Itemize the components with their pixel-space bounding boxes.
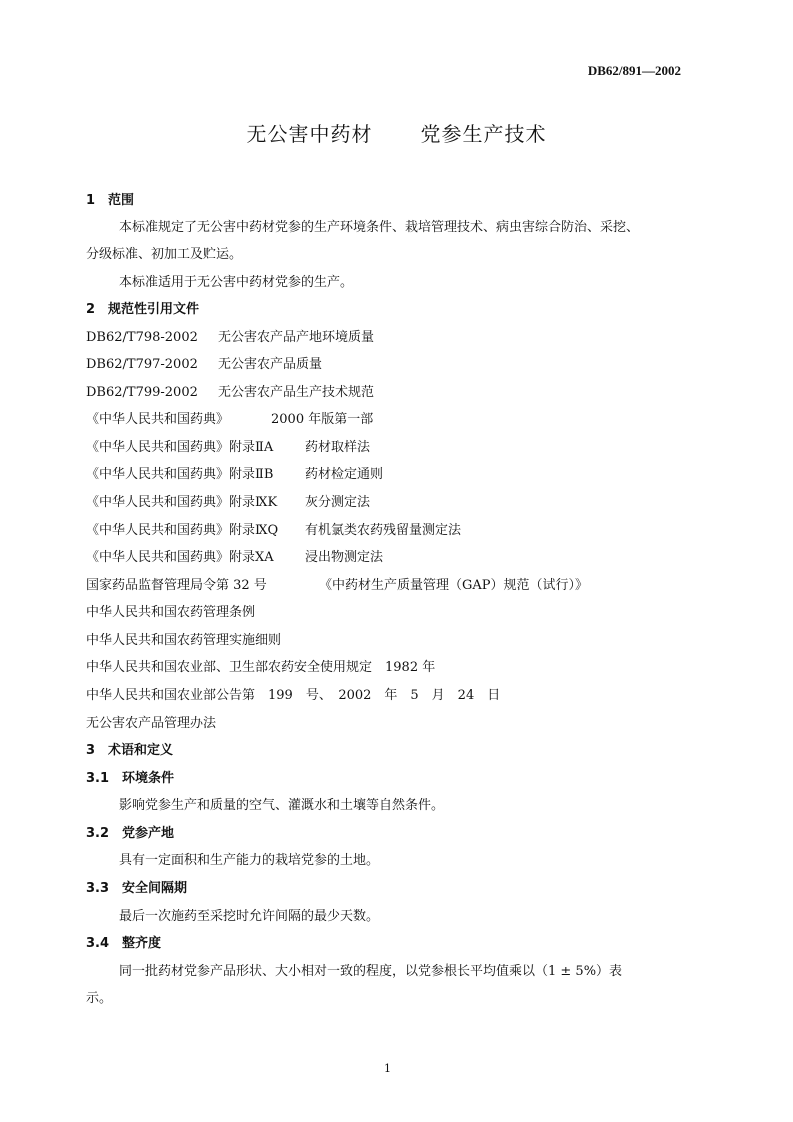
pharmacopoeia-method: 有机氯类农药残留量测定法 [305,523,462,538]
pharmacopoeia-appendix: 《中华人民共和国药典》附录ⅩA [86,550,274,565]
reference-row [86,329,374,347]
term-number: 3.4 [86,936,110,951]
section-1-para-1-line-1: 本标准规定了无公害中药材党参的生产环境条件、栽培管理技术、病虫害综合防治、采挖、 [119,220,640,235]
pharmacopoeia-appendix: 《中华人民共和国药典》附录ⅡA [86,440,274,455]
term-definition: 影响党参生产和质量的空气、灌溉水和土壤等自然条件。 [119,798,445,813]
term-3-4-heading [86,935,161,953]
term-definition: 最后一次施药至采挖时允许间隔的最少天数。 [119,909,380,924]
term-3-1-heading [86,770,174,788]
section-1-para-2: 本标准适用于无公害中药材党参的生产。 [119,275,354,290]
section-3-heading: 3 术语和定义 [86,743,174,758]
reference-name: 无公害农产品质量 [218,357,323,372]
reference-row [86,384,374,402]
term-3-2-heading [86,825,174,843]
title-part-1: 无公害中药材 [246,122,373,146]
pharmacopoeia-method: 药材检定通则 [305,467,384,482]
term-number: 3.2 [86,826,110,841]
pharmacopoeia-appendix: 《中华人民共和国药典》附录ⅨQ [86,523,279,538]
pharmacopoeia-method: 浸出物测定法 [305,550,384,565]
term-number: 3.3 [86,881,110,896]
regulation-item: 中华人民共和国农药管理条例 [86,605,256,620]
term-name: 安全间隔期 [122,881,188,896]
section-2-heading: 2 规范性引用文件 [86,302,200,317]
order-right: 《中药材生产质量管理（GAP）规范（试行）》 [319,578,589,593]
pharmacopoeia-row [86,411,373,429]
order-left: 国家药品监督管理局令第 32 号 [86,578,267,593]
term-number: 3.1 [86,771,110,786]
term-definition: 具有一定面积和生产能力的栽培党参的土地。 [119,853,380,868]
term-definition-continued: 示。 [86,991,113,1006]
title-part-2: 党参生产技术 [420,122,547,146]
pharmacopoeia-appendix: 《中华人民共和国药典》附录ⅨK [86,495,278,510]
reference-row [86,356,322,374]
reference-code: DB62/T798-2002 [86,330,198,345]
document-code: DB62/891—2002 [587,63,681,78]
regulation-item: 中华人民共和国农业部、卫生部农药安全使用规定 1982 年 [86,660,436,675]
regulation-item: 无公害农产品管理办法 [86,716,217,731]
reference-name: 无公害农产品产地环境质量 [218,330,375,345]
term-3-3-heading [86,880,187,898]
term-name: 环境条件 [122,771,175,786]
page-number: 1 [384,1062,391,1075]
term-name: 整齐度 [122,936,162,951]
term-definition: 同一批药材党参产品形状、大小相对一致的程度，以党参根长平均值乘以（1 ± 5%）表 [119,964,623,979]
pharmacopoeia-edition: 2000 年版第一部 [271,412,374,427]
pharmacopoeia-appendix: 《中华人民共和国药典》附录ⅡB [86,467,274,482]
pharmacopoeia-method: 灰分测定法 [305,495,371,510]
reference-code: DB62/T797-2002 [86,357,198,372]
document-title [0,118,793,147]
pharmacopoeia-row [86,439,274,457]
term-name: 党参产地 [122,826,175,841]
section-1-para-1-line-2: 分级标准、初加工及贮运。 [86,247,243,262]
reference-code: DB62/T799-2002 [86,385,198,400]
pharmacopoeia-method: 药材取样法 [305,440,371,455]
pharmacopoeia-book: 《中华人民共和国药典》 [86,412,230,427]
reference-name: 无公害农产品生产技术规范 [218,385,375,400]
section-1-heading: 1 范围 [86,193,135,208]
regulation-item: 中华人民共和国农药管理实施细则 [86,633,282,648]
regulation-item: 中华人民共和国农业部公告第 199 号、 2002 年 5 月 24 日 [86,688,501,703]
